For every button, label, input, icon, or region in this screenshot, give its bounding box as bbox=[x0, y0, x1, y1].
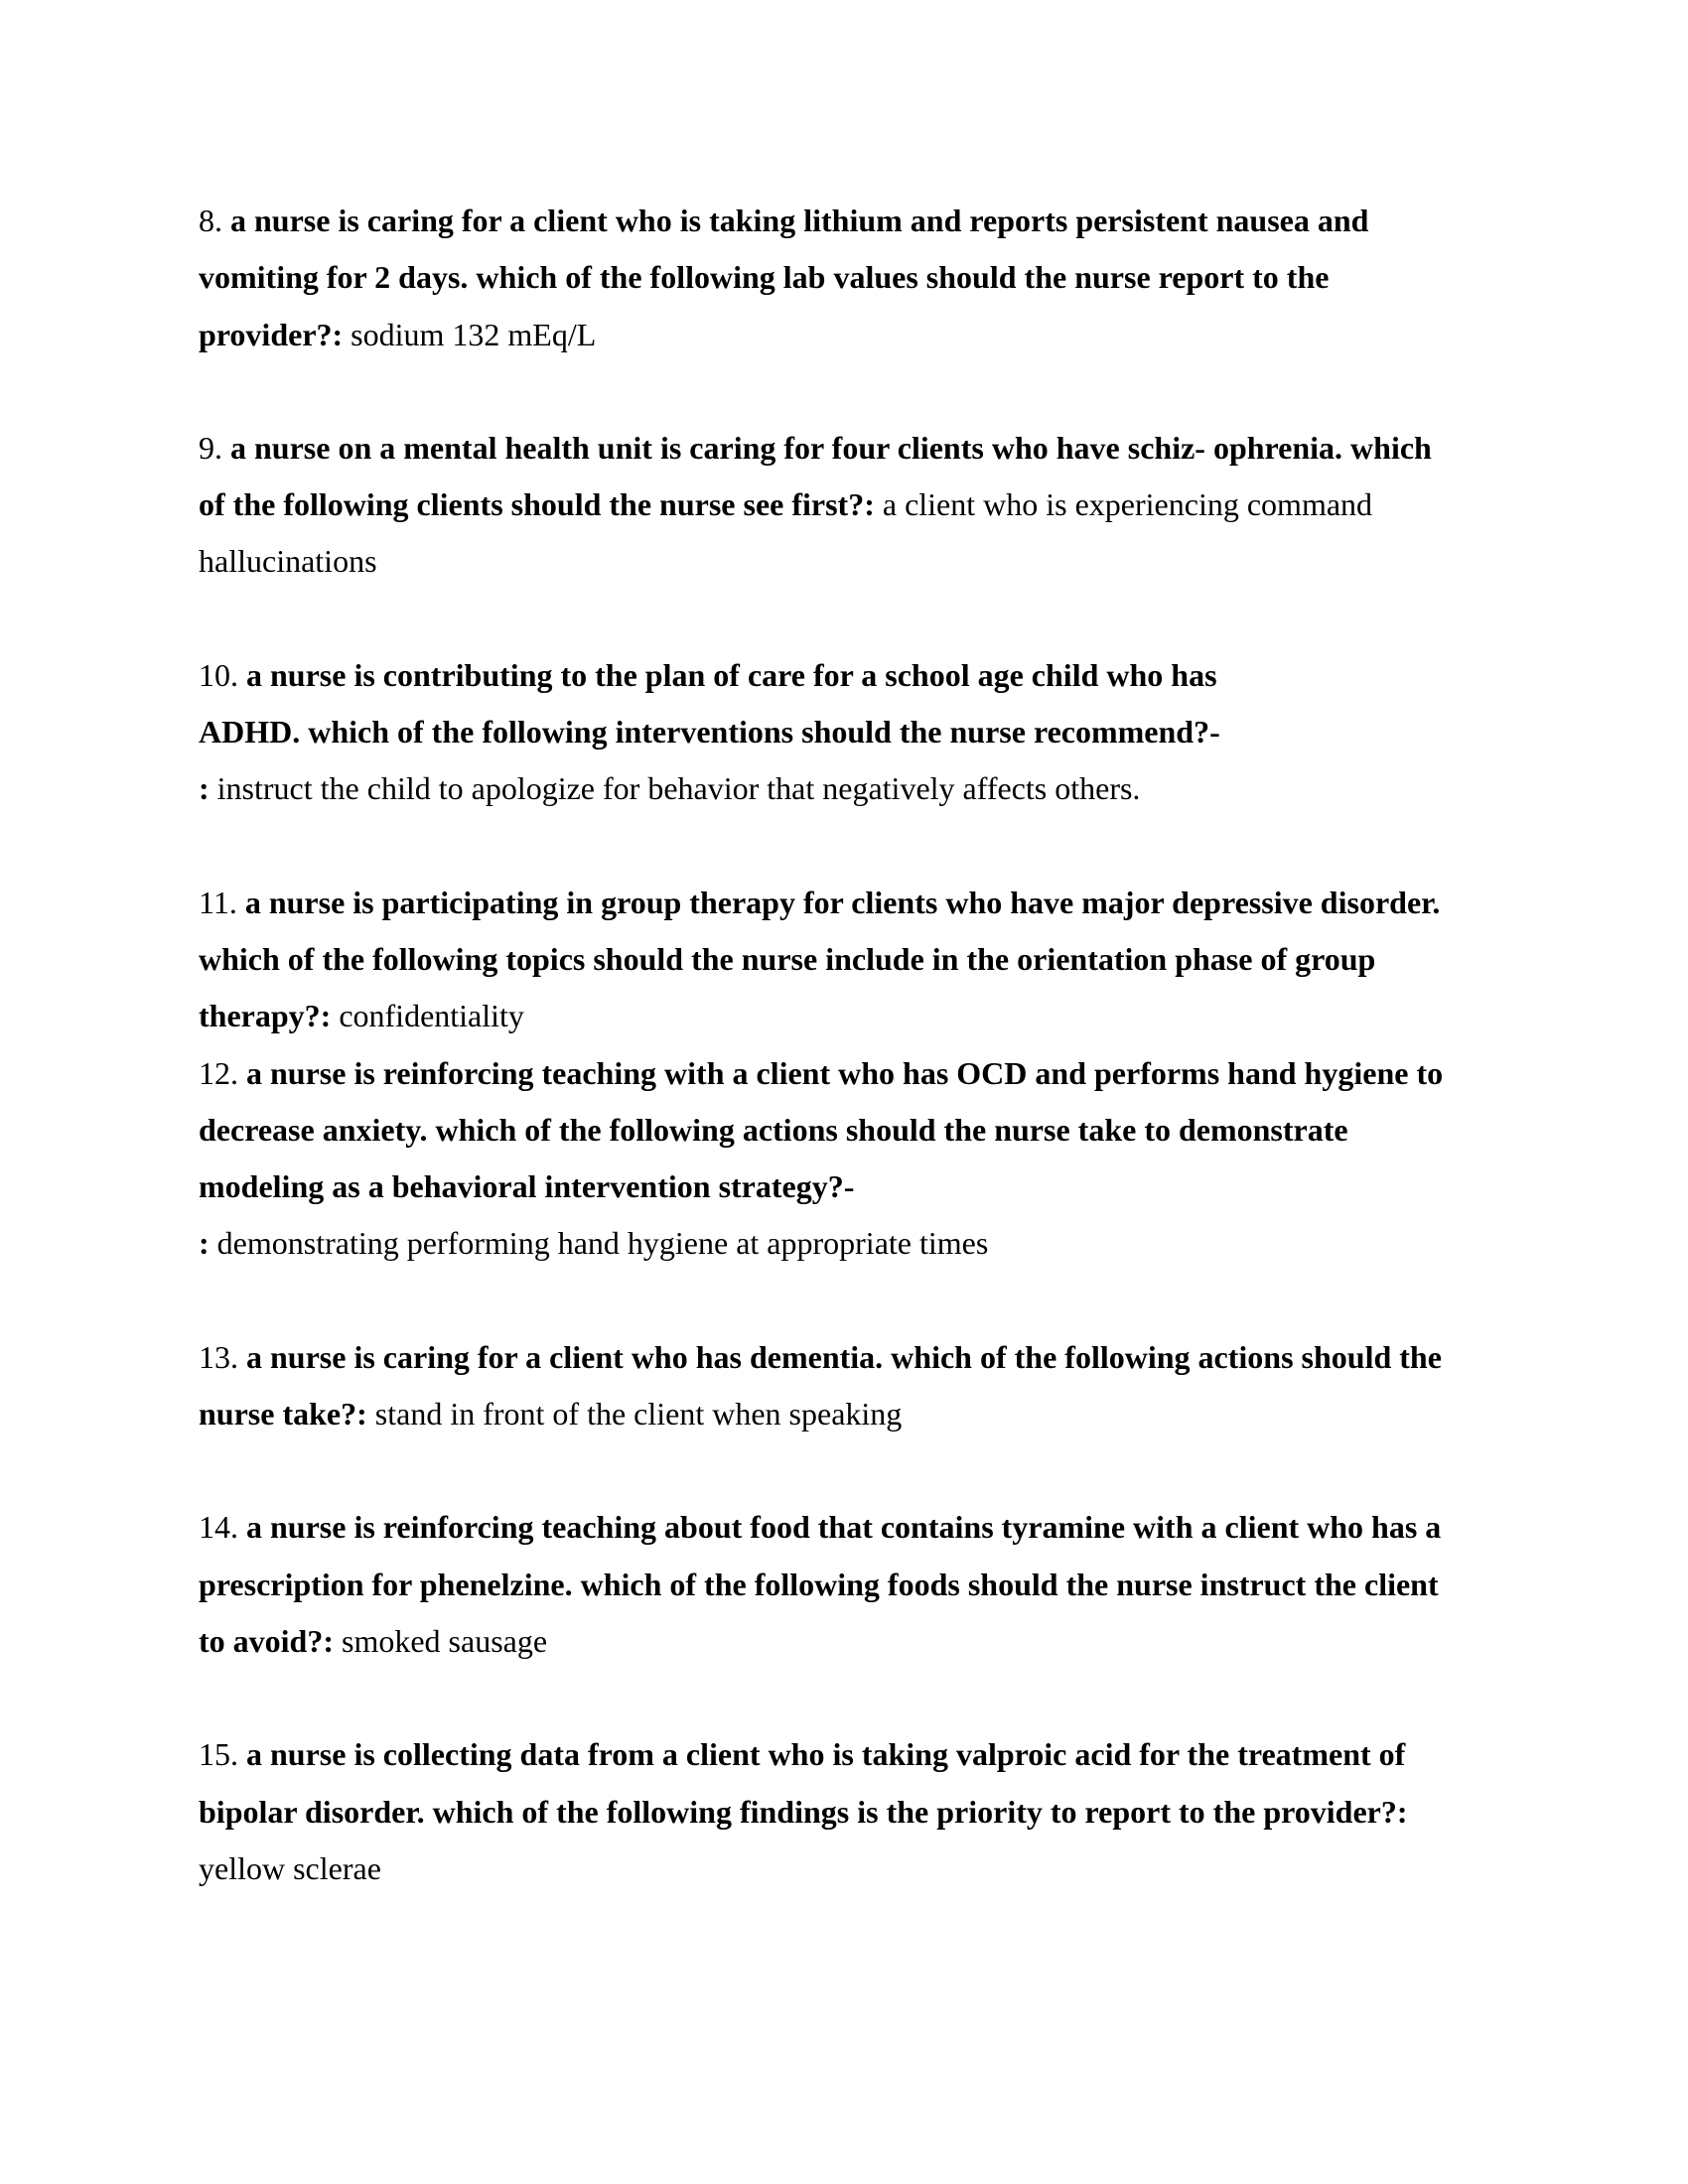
question-text: a nurse is caring for a client who is taking lithium and reports persistent nausea and bbox=[230, 203, 1369, 238]
item-number: 13. bbox=[199, 1338, 238, 1375]
question-text: to avoid?: bbox=[199, 1622, 334, 1659]
question-text: bipolar disorder. which of the following findings is the priority to report to the provider?: bbox=[199, 1793, 1408, 1830]
qa-item-8 bbox=[199, 193, 1483, 363]
answer-text: smoked sausage bbox=[342, 1622, 548, 1659]
item-number: 8. bbox=[199, 203, 222, 238]
item-number: 12. bbox=[199, 1054, 238, 1091]
qa-item-11 bbox=[199, 875, 1483, 1045]
answer-separator: : bbox=[199, 770, 210, 807]
answer-text: instruct the child to apologize for behavior that negatively affects others. bbox=[216, 770, 1141, 807]
item-number: 14. bbox=[199, 1509, 238, 1546]
answer-text: yellow sclerae bbox=[199, 1849, 381, 1886]
item-number: 11. bbox=[199, 884, 237, 920]
qa-item-14 bbox=[199, 1499, 1483, 1670]
item-number: 9. bbox=[199, 429, 222, 466]
answer-text: hallucinations bbox=[199, 543, 377, 580]
question-text: a nurse is contributing to the plan of care for a school age child who has bbox=[246, 656, 1217, 693]
question-text: a nurse is reinforcing teaching about food that contains tyramine with a client who has a bbox=[246, 1509, 1442, 1546]
question-text: a nurse is caring for a client who has dementia. which of the following actions should the bbox=[246, 1338, 1442, 1375]
question-text: vomiting for 2 days. which of the following lab values should the nurse report to the bbox=[199, 259, 1330, 296]
question-text: of the following clients should the nurse see first?: bbox=[199, 486, 875, 523]
question-text: a nurse is collecting data from a client who is taking valproic acid for the treatment of bbox=[246, 1736, 1406, 1773]
question-text: modeling as a behavioral intervention strategy?- bbox=[199, 1168, 855, 1205]
qa-item-12 bbox=[199, 1045, 1483, 1273]
question-text: decrease anxiety. which of the following actions should the nurse take to demonstrate bbox=[199, 1111, 1348, 1148]
document-page bbox=[199, 193, 1483, 1897]
qa-item-13 bbox=[199, 1329, 1483, 1443]
qa-item-15 bbox=[199, 1726, 1483, 1897]
question-text: a nurse is participating in group therapy for clients who have major depressive disorder. bbox=[244, 884, 1441, 920]
question-text: provider?: bbox=[199, 316, 344, 352]
question-text: nurse take?: bbox=[199, 1396, 367, 1433]
question-text: therapy?: bbox=[199, 998, 332, 1034]
question-text: prescription for phenelzine. which of the following foods should the nurse instruct the client bbox=[199, 1566, 1439, 1602]
answer-text: sodium 132 mEq/L bbox=[351, 316, 597, 352]
question-text: a nurse on a mental health unit is caring for four clients who have schiz- ophrenia. which bbox=[230, 429, 1432, 466]
answer-text: a client who is experiencing command bbox=[882, 486, 1373, 523]
justified-line bbox=[199, 477, 1483, 533]
answer-separator: : bbox=[199, 1225, 210, 1262]
question-text: which of the following topics should the nurse include in the orientation phase of group bbox=[199, 940, 1376, 977]
item-number: 10. bbox=[199, 656, 238, 693]
item-number: 15. bbox=[199, 1736, 238, 1773]
qa-item-10 bbox=[199, 647, 1483, 818]
answer-text: demonstrating performing hand hygiene at appropriate times bbox=[216, 1225, 989, 1262]
answer-text: stand in front of the client when speaking bbox=[374, 1396, 903, 1433]
question-text: ADHD. which of the following interventions should the nurse recommend?- bbox=[199, 714, 1220, 751]
answer-text: confidentiality bbox=[339, 998, 524, 1034]
question-text: a nurse is reinforcing teaching with a client who has OCD and performs hand hygiene to bbox=[246, 1054, 1444, 1091]
qa-item-9 bbox=[199, 420, 1483, 591]
